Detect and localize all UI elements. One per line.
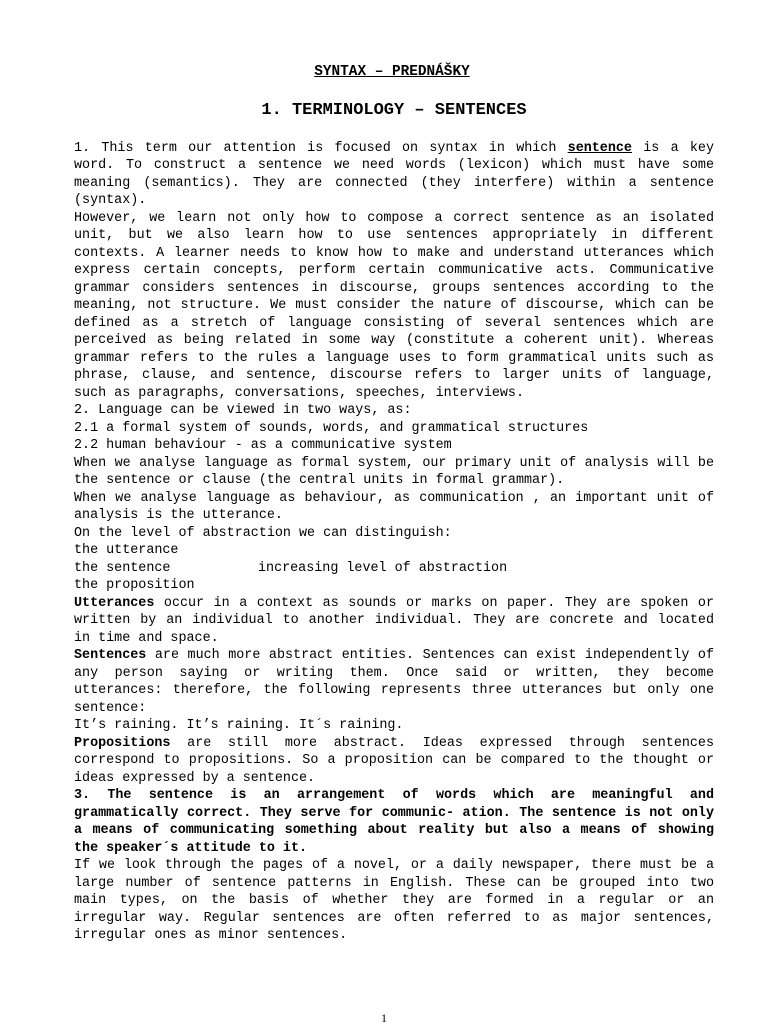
paragraph-utterances-text: occur in a context as sounds or marks on paper. They are spoken or written by an individual to another individual. They are concrete and located in time and space.	[74, 595, 714, 646]
abstraction-label: the utterance	[74, 543, 179, 558]
paragraph-3-definition: 3. The sentence is an arrangement of words which are meaningful and grammatically correct. They serve for communic- ation. The sentence is not only a means of communicating something about reality but also a means of showing the speaker´s attitude to it.	[74, 788, 714, 856]
paragraph-6: When we analyse language as formal system, our primary unit of analysis will be the sentence or clause (the central units in formal grammar).	[74, 455, 714, 488]
abstraction-item-sentence	[74, 560, 714, 578]
document-title: SYNTAX – PREDNÁŠKY	[314, 64, 470, 80]
paragraph-sentences	[74, 647, 714, 717]
paragraph-1-text-c: is a key word. To construct a sentence we need words (lexicon) which must have some meaning (semantics). They are connected (they interfere) within a sentence (syntax).	[74, 140, 714, 208]
paragraph-1	[74, 140, 714, 210]
abstraction-note: increasing level of abstraction	[258, 560, 508, 576]
paragraph-8: On the level of abstraction we can distinguish:	[74, 525, 452, 541]
document-page	[74, 64, 714, 945]
abstraction-label: the sentence	[74, 560, 171, 576]
paragraph-sentences-text: are much more abstract entities. Sentences can exist independently of any person saying or writing them. Once said or written, they become utterances: therefore, the following represents three utterances but only one sentence:	[74, 648, 714, 716]
page-number: 1	[381, 1011, 387, 1025]
paragraph-propositions	[74, 735, 714, 788]
term-sentences: Sentences	[74, 648, 147, 663]
paragraph-2: However, we learn not only how to compose a correct sentence as an isolated unit, but we also learn how to use sentences appropriately in different contexts. A learner needs to know how to make and understand utterances which express certain concepts, perform certain communicative acts. Communicative grammar considers sentences in discourse, groups sentences according to the meaning, not structure. We must consider the nature of discourse, which can be defined as a stretch of language consisting of several sentences which are perceived as being related in some way (constitute a coherent unit). Whereas grammar refers to the rules a language uses to form grammatical units such as phrase, clause, and sentence, discourse refers to larger units of language, such as paragraphs, conversations, speeches, interviews.	[74, 210, 714, 401]
paragraph-5: 2.2 human behaviour - as a communicative system	[74, 438, 452, 453]
keyword-sentence: sentence	[567, 140, 632, 156]
abstraction-list	[74, 542, 714, 595]
example-line: It’s raining. It’s raining. It´s raining.	[74, 718, 404, 733]
term-propositions: Propositions	[74, 735, 171, 751]
paragraph-utterances	[74, 595, 714, 648]
abstraction-item-utterance	[74, 542, 714, 560]
paragraph-7: When we analyse language as behaviour, as communication , an important unit of analysis is the utterance.	[74, 490, 714, 523]
abstraction-label: the proposition	[74, 578, 195, 593]
paragraph-propositions-text: are still more abstract. Ideas expressed through sentences correspond to propositions. So a proposition can be compared to the thought or ideas expressed by a sentence.	[74, 735, 714, 786]
paragraph-3: 2. Language can be viewed in two ways, as:	[74, 403, 412, 418]
paragraph-1-text-a: 1. This term our attention is focused on syntax in which	[74, 140, 568, 156]
term-utterances: Utterances	[74, 595, 155, 611]
section-heading: 1. TERMINOLOGY – SENTENCES	[261, 100, 527, 120]
paragraph-4: 2.1 a formal system of sounds, words, and grammatical structures	[74, 420, 589, 436]
abstraction-item-proposition	[74, 577, 714, 595]
paragraph-sentence-types: If we look through the pages of a novel, or a daily newspaper, there must be a large number of sentence patterns in English. These can be grouped into two main types, on the basis of whether they are formed in a regular or an irregular way. Regular sentences are often referred to as major sentences, irregular ones as minor sentences.	[74, 858, 714, 943]
